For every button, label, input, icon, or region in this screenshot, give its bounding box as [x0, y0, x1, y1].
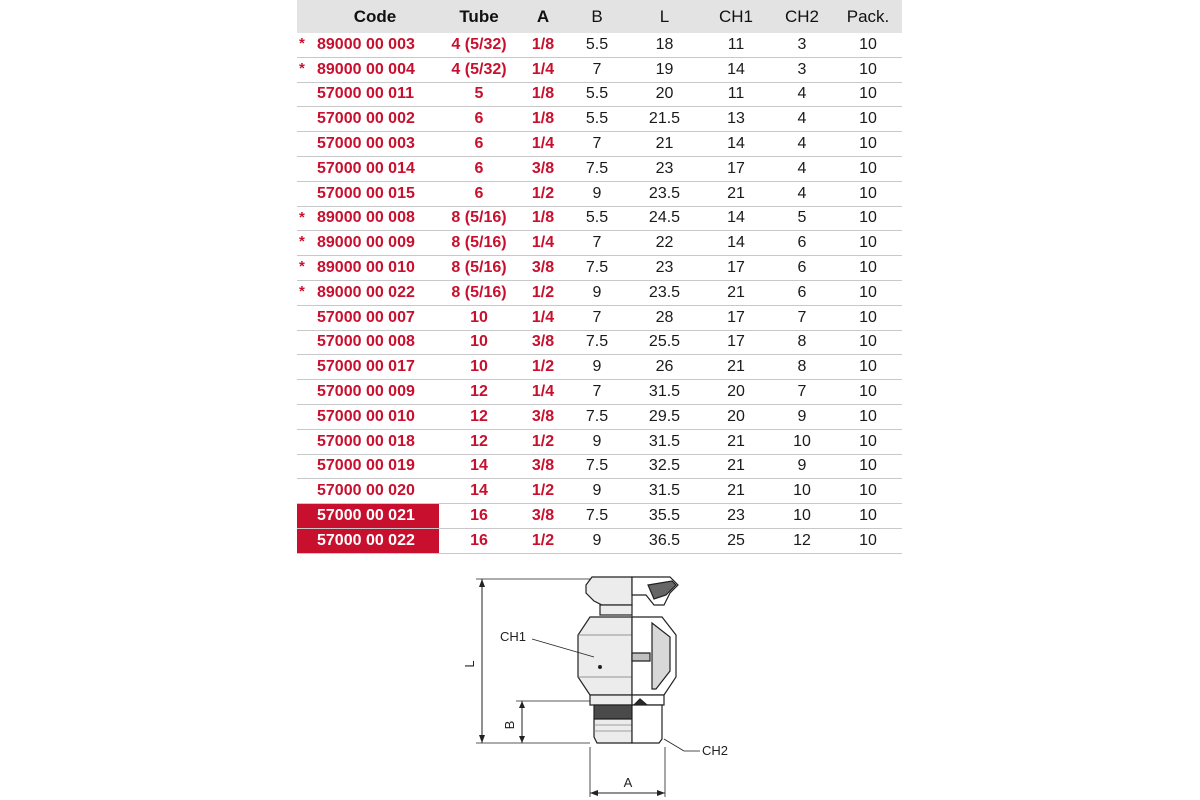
table-row — [297, 181, 902, 206]
cell-ch1: 17 — [702, 156, 770, 181]
cell-ch2: 12 — [770, 528, 834, 553]
cell-ch1: 21 — [702, 429, 770, 454]
cell-l: 23 — [627, 256, 702, 281]
cell-tube: 4 (5/32) — [439, 57, 519, 82]
cell-ch1: 11 — [702, 33, 770, 57]
star-marker: * — [299, 282, 305, 300]
cell-l: 22 — [627, 231, 702, 256]
cell-ch2: 4 — [770, 107, 834, 132]
cell-ch2: 10 — [770, 504, 834, 529]
table-row — [297, 528, 902, 553]
cell-ch1: 21 — [702, 181, 770, 206]
header-l: L — [627, 0, 702, 33]
star-marker: * — [299, 208, 305, 226]
cell-code — [297, 404, 439, 429]
cell-code — [297, 57, 439, 82]
cell-l: 31.5 — [627, 380, 702, 405]
cell-l: 29.5 — [627, 404, 702, 429]
cell-b: 7 — [567, 57, 627, 82]
cell-l: 28 — [627, 305, 702, 330]
code-text: 89000 00 010 — [317, 259, 415, 277]
cell-code — [297, 231, 439, 256]
cell-tube: 16 — [439, 504, 519, 529]
cell-code — [297, 305, 439, 330]
code-text: 57000 00 021 — [317, 507, 415, 525]
cell-a: 1/2 — [519, 280, 567, 305]
header-code: Code — [297, 0, 439, 33]
table-row — [297, 33, 902, 57]
cell-b: 5.5 — [567, 206, 627, 231]
cell-tube: 14 — [439, 454, 519, 479]
cell-ch1: 11 — [702, 82, 770, 107]
cell-a: 1/2 — [519, 429, 567, 454]
cell-a: 1/2 — [519, 355, 567, 380]
cell-tube: 8 (5/16) — [439, 206, 519, 231]
star-marker: * — [299, 233, 305, 251]
cell-ch2: 7 — [770, 380, 834, 405]
cell-l: 31.5 — [627, 479, 702, 504]
code-text: 89000 00 003 — [317, 35, 415, 53]
cell-ch1: 17 — [702, 305, 770, 330]
table-row — [297, 82, 902, 107]
table-body — [297, 33, 902, 553]
cell-tube: 12 — [439, 429, 519, 454]
cell-b: 7 — [567, 305, 627, 330]
cell-ch1: 14 — [702, 132, 770, 157]
cell-tube: 6 — [439, 181, 519, 206]
code-text: 57000 00 020 — [317, 482, 415, 500]
cell-l: 24.5 — [627, 206, 702, 231]
label-a: A — [623, 775, 633, 790]
cell-ch2: 6 — [770, 231, 834, 256]
code-text: 57000 00 009 — [317, 383, 415, 401]
cell-code — [297, 380, 439, 405]
cell-tube: 16 — [439, 528, 519, 553]
table-row — [297, 206, 902, 231]
table-row — [297, 454, 902, 479]
cell-a: 1/4 — [519, 132, 567, 157]
table-row — [297, 479, 902, 504]
cell-tube: 12 — [439, 380, 519, 405]
cell-pack: 10 — [834, 82, 902, 107]
cell-pack: 10 — [834, 454, 902, 479]
header-ch2: CH2 — [770, 0, 834, 33]
cell-b: 7 — [567, 132, 627, 157]
code-text: 57000 00 015 — [317, 184, 415, 202]
cell-a: 1/4 — [519, 380, 567, 405]
cell-ch1: 25 — [702, 528, 770, 553]
code-text: 57000 00 011 — [317, 85, 414, 103]
cell-code — [297, 429, 439, 454]
cell-b: 9 — [567, 528, 627, 553]
arrow-a-right — [657, 790, 665, 796]
cell-ch2: 4 — [770, 82, 834, 107]
code-text: 57000 00 008 — [317, 333, 415, 351]
cell-code — [297, 256, 439, 281]
table-header-row — [297, 0, 902, 33]
cell-ch1: 14 — [702, 57, 770, 82]
cell-ch1: 14 — [702, 206, 770, 231]
cell-code — [297, 504, 439, 529]
cell-ch2: 8 — [770, 355, 834, 380]
cell-tube: 12 — [439, 404, 519, 429]
arrow-b-top — [519, 701, 525, 708]
cell-ch1: 21 — [702, 355, 770, 380]
cell-a: 1/8 — [519, 206, 567, 231]
cell-l: 32.5 — [627, 454, 702, 479]
code-text: 57000 00 002 — [317, 110, 415, 128]
code-text: 89000 00 004 — [317, 60, 415, 78]
cell-b: 7 — [567, 231, 627, 256]
header-a: A — [519, 0, 567, 33]
cell-ch2: 3 — [770, 33, 834, 57]
arrow-b-bottom — [519, 736, 525, 743]
cell-pack: 10 — [834, 355, 902, 380]
cell-a: 1/4 — [519, 231, 567, 256]
cell-code — [297, 82, 439, 107]
cell-ch1: 17 — [702, 330, 770, 355]
cell-tube: 5 — [439, 82, 519, 107]
cell-ch2: 9 — [770, 454, 834, 479]
cell-b: 9 — [567, 181, 627, 206]
cell-tube: 6 — [439, 132, 519, 157]
cell-l: 19 — [627, 57, 702, 82]
table-row — [297, 156, 902, 181]
cell-pack: 10 — [834, 429, 902, 454]
cell-l: 31.5 — [627, 429, 702, 454]
cell-b: 7 — [567, 380, 627, 405]
code-text: 89000 00 022 — [317, 283, 415, 301]
cell-pack: 10 — [834, 280, 902, 305]
cell-a: 3/8 — [519, 156, 567, 181]
cell-a: 1/8 — [519, 107, 567, 132]
cell-pack: 10 — [834, 206, 902, 231]
table-row — [297, 429, 902, 454]
code-text: 57000 00 003 — [317, 135, 415, 153]
cell-l: 23.5 — [627, 280, 702, 305]
code-text: 89000 00 008 — [317, 209, 415, 227]
cell-ch1: 21 — [702, 454, 770, 479]
code-text: 57000 00 014 — [317, 159, 415, 177]
code-text: 57000 00 018 — [317, 432, 415, 450]
table-row — [297, 57, 902, 82]
cell-ch2: 3 — [770, 57, 834, 82]
header-tube: Tube — [439, 0, 519, 33]
cell-ch2: 9 — [770, 404, 834, 429]
cell-a: 3/8 — [519, 256, 567, 281]
cell-ch2: 10 — [770, 429, 834, 454]
cell-b: 7.5 — [567, 504, 627, 529]
cell-b: 9 — [567, 429, 627, 454]
cell-a: 3/8 — [519, 404, 567, 429]
cell-ch1: 20 — [702, 380, 770, 405]
table-row — [297, 231, 902, 256]
cell-tube: 6 — [439, 107, 519, 132]
cell-b: 9 — [567, 355, 627, 380]
cell-pack: 10 — [834, 404, 902, 429]
label-ch1: CH1 — [500, 629, 527, 644]
cell-ch2: 6 — [770, 256, 834, 281]
cell-code — [297, 33, 439, 57]
cell-l: 23 — [627, 156, 702, 181]
table-row — [297, 380, 902, 405]
cell-l: 21 — [627, 132, 702, 157]
cell-ch2: 4 — [770, 156, 834, 181]
cell-ch2: 5 — [770, 206, 834, 231]
cell-ch1: 23 — [702, 504, 770, 529]
cell-pack: 10 — [834, 330, 902, 355]
table-row — [297, 107, 902, 132]
cell-l: 20 — [627, 82, 702, 107]
cell-pack: 10 — [834, 33, 902, 57]
cell-a: 1/2 — [519, 479, 567, 504]
cell-a: 3/8 — [519, 454, 567, 479]
table-row — [297, 330, 902, 355]
label-b: B — [502, 720, 517, 730]
table-row — [297, 280, 902, 305]
cell-a: 1/8 — [519, 33, 567, 57]
arrow-l-top — [479, 579, 485, 587]
cell-b: 7.5 — [567, 330, 627, 355]
cell-ch1: 21 — [702, 479, 770, 504]
cell-code — [297, 132, 439, 157]
table-row — [297, 132, 902, 157]
cell-b: 7.5 — [567, 256, 627, 281]
cell-pack: 10 — [834, 504, 902, 529]
header-b: B — [567, 0, 627, 33]
cell-pack: 10 — [834, 231, 902, 256]
cell-tube: 10 — [439, 330, 519, 355]
cell-tube: 8 (5/16) — [439, 256, 519, 281]
header-pack: Pack. — [834, 0, 902, 33]
code-text: 57000 00 017 — [317, 358, 415, 376]
cell-b: 5.5 — [567, 33, 627, 57]
arrow-a-left — [590, 790, 598, 796]
cell-code — [297, 156, 439, 181]
cell-l: 18 — [627, 33, 702, 57]
cell-pack: 10 — [834, 380, 902, 405]
label-ch2: CH2 — [702, 743, 729, 758]
cell-code — [297, 107, 439, 132]
cell-code — [297, 330, 439, 355]
table-row — [297, 355, 902, 380]
cell-l: 26 — [627, 355, 702, 380]
cell-ch1: 17 — [702, 256, 770, 281]
header-ch1: CH1 — [702, 0, 770, 33]
cell-code — [297, 280, 439, 305]
cell-code — [297, 454, 439, 479]
cell-pack: 10 — [834, 132, 902, 157]
cell-b: 9 — [567, 280, 627, 305]
table-row — [297, 404, 902, 429]
cell-a: 1/4 — [519, 57, 567, 82]
cell-a: 1/8 — [519, 82, 567, 107]
cell-b: 5.5 — [567, 107, 627, 132]
cell-l: 23.5 — [627, 181, 702, 206]
cell-ch2: 4 — [770, 132, 834, 157]
cell-tube: 8 (5/16) — [439, 231, 519, 256]
cell-pack: 10 — [834, 479, 902, 504]
cell-b: 5.5 — [567, 82, 627, 107]
code-text: 57000 00 022 — [317, 531, 415, 549]
cell-pack: 10 — [834, 256, 902, 281]
cell-ch1: 20 — [702, 404, 770, 429]
code-text: 57000 00 007 — [317, 308, 415, 326]
fitting-drawing — [450, 565, 750, 800]
cell-tube: 14 — [439, 479, 519, 504]
cell-l: 36.5 — [627, 528, 702, 553]
cell-a: 1/2 — [519, 181, 567, 206]
cell-tube: 6 — [439, 156, 519, 181]
cell-ch2: 8 — [770, 330, 834, 355]
star-marker: * — [299, 258, 305, 276]
fitting-body — [578, 577, 632, 743]
cell-b: 7.5 — [567, 454, 627, 479]
cell-l: 21.5 — [627, 107, 702, 132]
cell-b: 7.5 — [567, 156, 627, 181]
star-marker: * — [299, 35, 305, 52]
cell-pack: 10 — [834, 57, 902, 82]
cell-ch1: 21 — [702, 280, 770, 305]
star-marker: * — [299, 59, 305, 77]
arrow-l-bottom — [479, 735, 485, 743]
cell-ch2: 7 — [770, 305, 834, 330]
cell-a: 1/4 — [519, 305, 567, 330]
cell-pack: 10 — [834, 156, 902, 181]
cell-a: 1/2 — [519, 528, 567, 553]
cell-tube: 10 — [439, 355, 519, 380]
cell-tube: 10 — [439, 305, 519, 330]
cell-ch1: 14 — [702, 231, 770, 256]
cell-pack: 10 — [834, 181, 902, 206]
fitting-section — [632, 577, 678, 743]
cell-code — [297, 355, 439, 380]
cell-b: 9 — [567, 479, 627, 504]
table-row — [297, 504, 902, 529]
cell-pack: 10 — [834, 528, 902, 553]
cell-ch2: 6 — [770, 280, 834, 305]
cell-ch1: 13 — [702, 107, 770, 132]
cell-ch2: 4 — [770, 181, 834, 206]
table-row — [297, 256, 902, 281]
spec-table — [297, 0, 902, 554]
cell-b: 7.5 — [567, 404, 627, 429]
cell-pack: 10 — [834, 305, 902, 330]
cell-a: 3/8 — [519, 330, 567, 355]
cell-code — [297, 479, 439, 504]
cell-l: 35.5 — [627, 504, 702, 529]
label-l: L — [462, 660, 477, 668]
code-text: 89000 00 009 — [317, 234, 415, 252]
cell-l: 25.5 — [627, 330, 702, 355]
cell-tube: 4 (5/32) — [439, 33, 519, 57]
cell-code — [297, 181, 439, 206]
cell-pack: 10 — [834, 107, 902, 132]
cell-ch2: 10 — [770, 479, 834, 504]
table-row — [297, 305, 902, 330]
cell-code — [297, 206, 439, 231]
cell-a: 3/8 — [519, 504, 567, 529]
code-text: 57000 00 010 — [317, 407, 415, 425]
cell-code — [297, 528, 439, 553]
cell-tube: 8 (5/16) — [439, 280, 519, 305]
code-text: 57000 00 019 — [317, 457, 415, 475]
ch2-leader — [664, 739, 684, 751]
